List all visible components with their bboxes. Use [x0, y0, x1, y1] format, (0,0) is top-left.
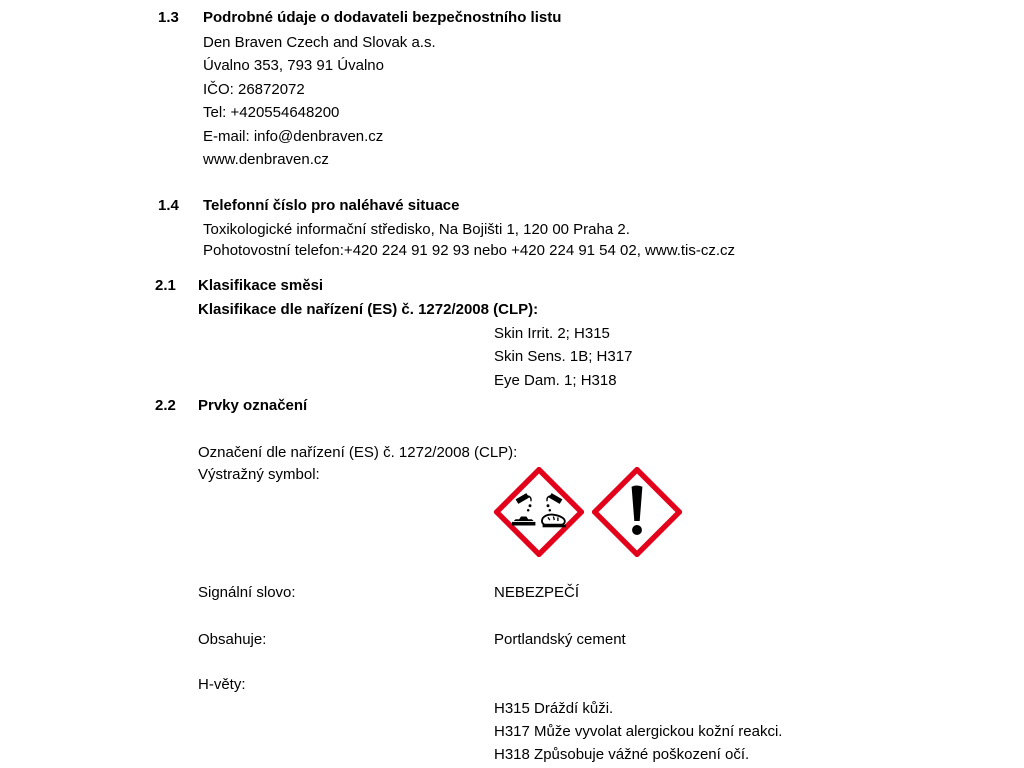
h-statements-label: H-věty:: [198, 676, 246, 693]
h-statement: H317 Může vyvolat alergickou kožní reakci.: [494, 723, 783, 740]
section-1-4-title: Telefonní číslo pro naléhavé situace: [203, 197, 460, 214]
supplier-ico: IČO: 26872072: [203, 81, 305, 98]
supplier-address: Úvalno 353, 793 91 Úvalno: [203, 57, 384, 74]
h-statement: H315 Dráždí kůži.: [494, 700, 614, 717]
contains-label: Obsahuje:: [198, 631, 267, 648]
emergency-phone: Pohotovostní telefon:+420 224 91 92 93 nebo +420 224 91 54 02, www.tis-cz.cz: [203, 242, 736, 259]
signal-word-value: NEBEZPEČÍ: [494, 584, 580, 601]
section-1-3-title: Podrobné údaje o dodavateli bezpečnostního listu: [203, 9, 562, 26]
section-2-2-number: 2.2: [155, 397, 176, 414]
h-statement: H318 Způsobuje vážné poškození očí.: [494, 746, 750, 763]
corrosion-pictogram: [494, 467, 584, 557]
toxicology-center: Toxikologické informační středisko, Na Bojišti 1, 120 00 Praha 2.: [203, 221, 630, 238]
symbol-label: Výstražný symbol:: [198, 466, 320, 483]
supplier-website: www.denbraven.cz: [203, 151, 329, 168]
section-2-1-number: 2.1: [155, 277, 176, 294]
exclamation-pictogram: [592, 467, 682, 557]
section-1-4-number: 1.4: [158, 197, 179, 214]
section-2-1-subtitle: Klasifikace dle nařízení (ES) č. 1272/2008 (CLP):: [198, 301, 539, 318]
section-2-1-title: Klasifikace směsi: [198, 277, 324, 294]
supplier-email: E-mail: info@denbraven.cz: [203, 128, 384, 145]
classification-item: Skin Sens. 1B; H317: [494, 348, 633, 365]
section-2-2-title: Prvky označení: [198, 397, 308, 414]
classification-item: Eye Dam. 1; H318: [494, 372, 617, 389]
supplier-name: Den Braven Czech and Slovak a.s.: [203, 34, 436, 51]
clp-label: Označení dle nařízení (ES) č. 1272/2008 (CLP):: [198, 444, 518, 461]
signal-word-label: Signální slovo:: [198, 584, 296, 601]
classification-item: Skin Irrit. 2; H315: [494, 325, 610, 342]
contains-value: Portlandský cement: [494, 631, 626, 648]
supplier-phone: Tel: +420554648200: [203, 104, 340, 121]
section-1-3-number: 1.3: [158, 9, 179, 26]
